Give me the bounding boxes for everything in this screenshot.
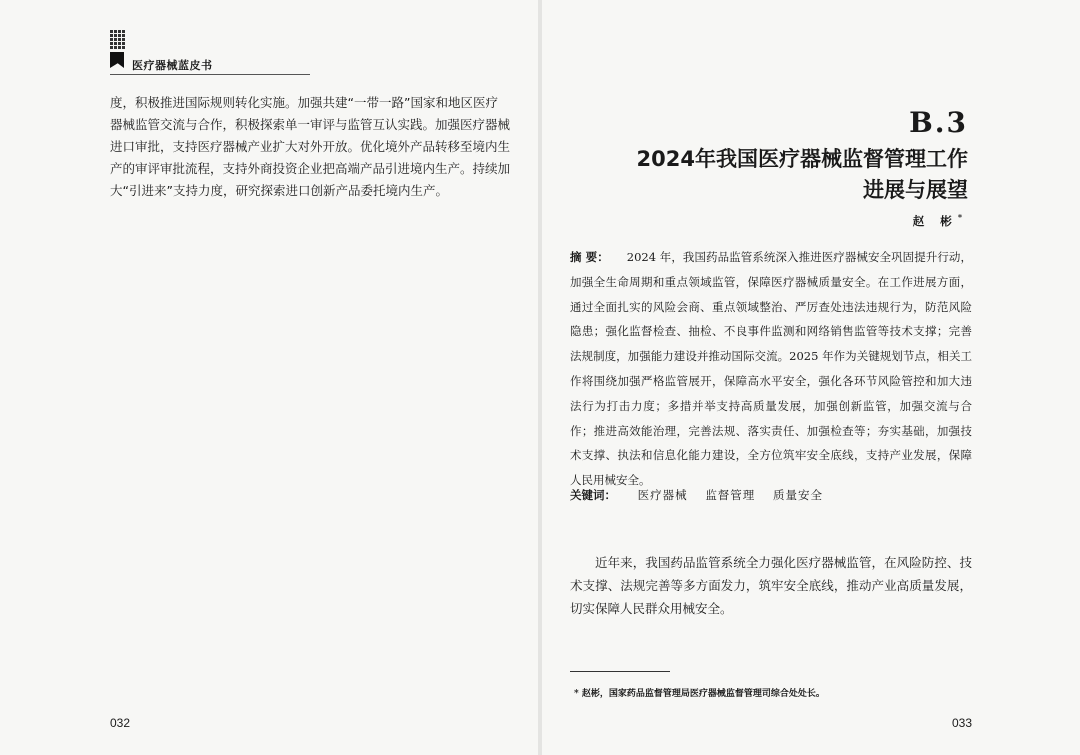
abstract-text: 2024 年，我国药品监管系统深入推进医疗器械安全巩固提升行动，加强全生命周期和重点领域监管，保障医疗器械质量安全。在工作进展方面，通过全面扎实的风险会商、重点领域整治、严厉查处违法违规行为，防范风险隐患；强化监督检查、抽检、不良事件监测和网络销售监管等技术支撑；完善法规制度，加强能力建设并推动国际交流。2025 年作为关键规划节点，相关工作将围绕加强严格监管展开，保障高水平安全，强化各环节风险管控和加大违法行为打击力度；多措并举支持高质量发展，加强创新监管，加强交流与合作；推进高效能治理，完善法规、落实责任、加强检查等；夯实基础，加强技术支撑、执法和信息化能力建设，全方位筑牢安全底线，支持产业发展，保障人民用械安全。 [570, 250, 972, 488]
chapter-title-line1: 2024年我国医疗器械监督管理工作 [636, 147, 968, 171]
right-page [542, 0, 1080, 755]
keyword: 医疗器械 [637, 488, 688, 502]
intro-paragraph: 近年来，我国药品监管系统全力强化医疗器械监管，在风险防控、技术支撑、法规完善等多方面发力，筑牢安全底线，推动产业高质量发展，切实保障人民群众用械安全。 [570, 555, 972, 616]
abstract-label: 摘 要： [570, 250, 609, 264]
footnote-rule [570, 671, 670, 672]
header-rule [110, 74, 310, 75]
keyword: 监督管理 [705, 488, 756, 502]
keywords [570, 487, 837, 503]
page-number-right: 033 [951, 716, 972, 730]
left-body-text [110, 92, 510, 202]
author-name: 赵 彬 [912, 213, 958, 228]
bluebook-logo-icon [110, 30, 124, 74]
page-number-left: 032 [110, 716, 131, 730]
chapter-title [548, 144, 968, 206]
author-footnote-mark: * [957, 212, 962, 222]
chapter-number: B.3 [909, 106, 968, 139]
abstract [570, 245, 972, 493]
body-paragraph: 度，积极推进国际规则转化实施。加强共建“一带一路”国家和地区医疗器械监管交流与合作，积极探索单一审评与监管互认实践。加强医疗器械进口审批，支持医疗器械产业扩大对外开放。优化境外产品转移至境内生产的审评审批流程，支持外商投资企业把高端产品引进境内生产。持续加大“引进来”支持力度，研究探索进口创新产品委托境内生产。 [110, 95, 511, 198]
keywords-label: 关键词： [570, 488, 616, 502]
left-page [0, 0, 538, 755]
keyword: 质量安全 [772, 488, 823, 502]
footnote: * 赵彬，国家药品监督管理局医疗器械监督管理司综合处处长。 [574, 689, 825, 699]
series-title: 医疗器械蓝皮书 [132, 59, 213, 72]
chapter-title-line2: 进展与展望 [863, 178, 968, 202]
author [913, 212, 962, 229]
